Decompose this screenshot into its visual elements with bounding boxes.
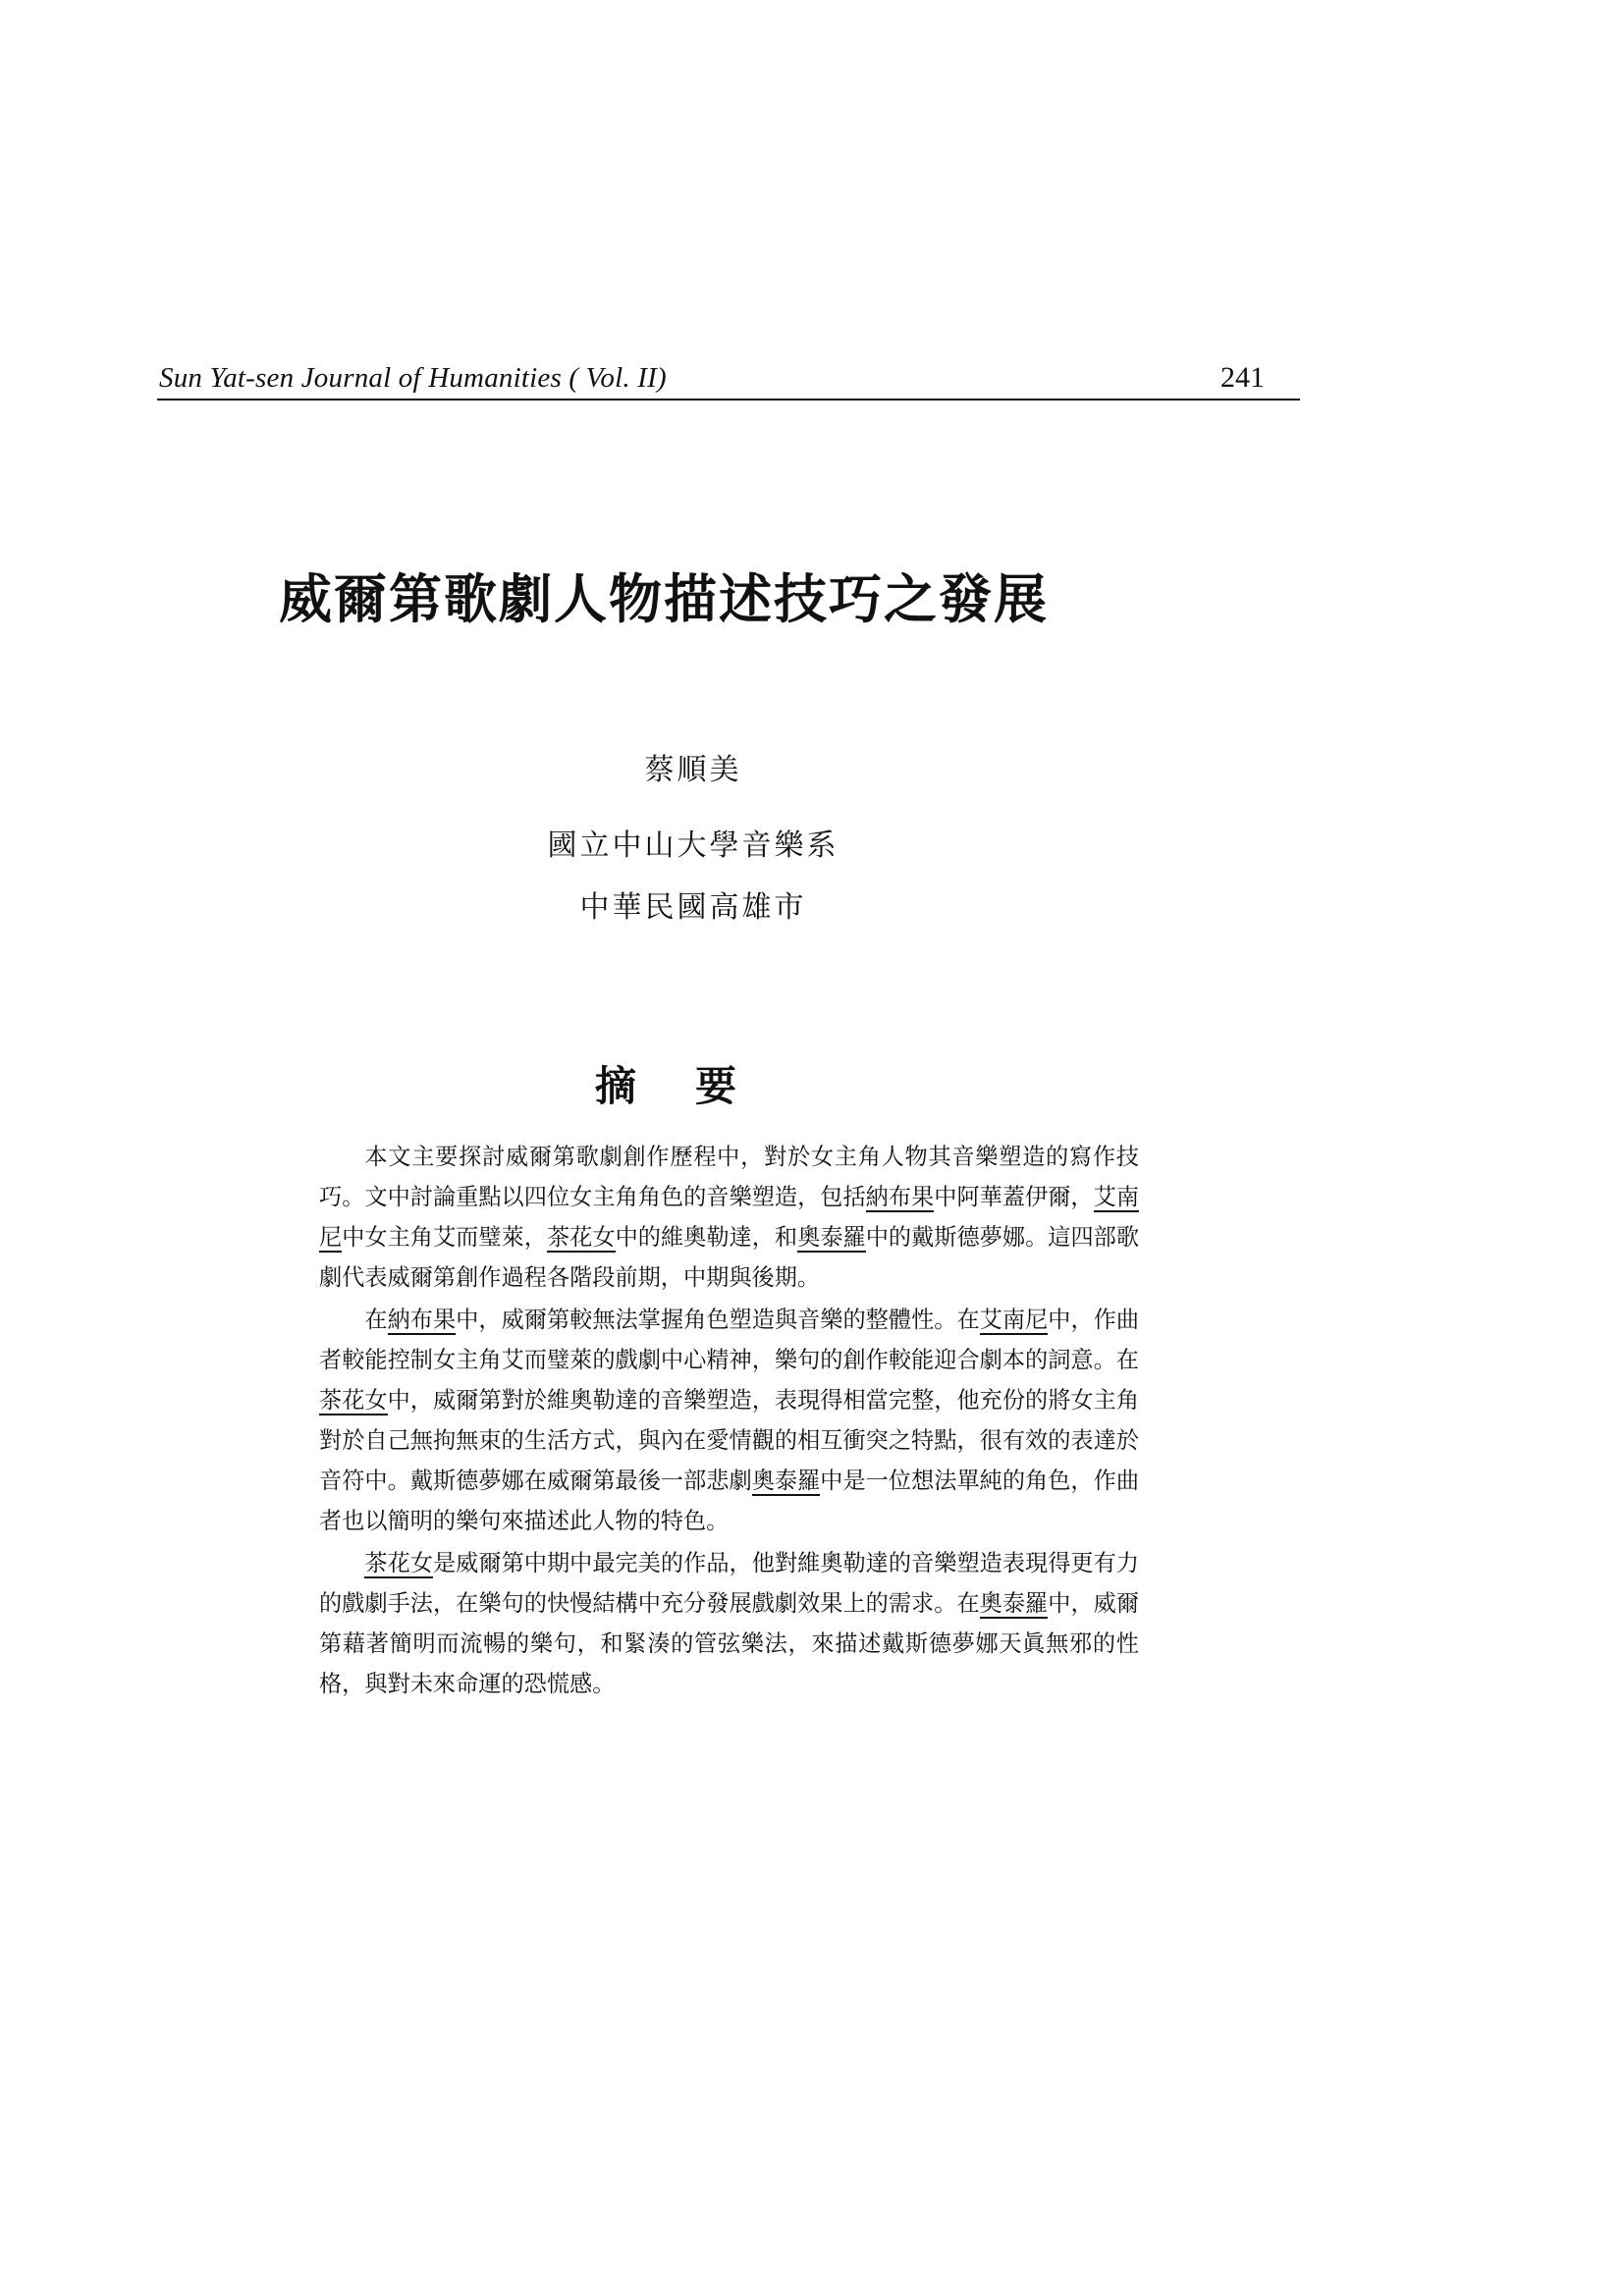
text-run: 中是一位想法單純的角色，作曲者也以簡明的樂句來描述此人物的特色。 [319, 1468, 1140, 1534]
opera-title-underlined: 納布果 [865, 1184, 935, 1210]
journal-title: Sun Yat-sen Journal of Humanities ( Vol. II) [159, 362, 667, 394]
opera-title-underlined: 奧泰羅 [797, 1224, 866, 1251]
text-run: 在 [364, 1307, 388, 1333]
author-location: 中華民國高雄市 [579, 890, 807, 925]
author-name: 蔡順美 [644, 753, 742, 787]
opera-title-underlined: 納布果 [387, 1307, 457, 1333]
opera-title-underlined: 茶花女 [319, 1387, 388, 1414]
page-number: 241 [1220, 361, 1265, 394]
opera-title-underlined: 奧泰羅 [979, 1590, 1049, 1617]
text-run: 是威爾第中期中最完美的作品，他對維奧勒達的音樂塑造表現得更有力的戲劇手法，在樂句的快慢結構中充分發展戲劇效果上的需求。在 [319, 1550, 1140, 1617]
opera-title-underlined: 茶花女 [546, 1224, 616, 1251]
text-run: 中，威爾第對於維奧勒達的音樂塑造，表現得相當完整，他充份的將女主角對於自己無拘無束的生活方式，與內在愛情觀的相互衝突之特點，很有效的表達於音符中。戴斯德夢娜在威爾第最後一部悲劇 [319, 1387, 1140, 1494]
abstract-paragraph-3 [319, 1543, 1139, 1704]
abstract-body [319, 1137, 1139, 1706]
abstract-paragraph-2 [319, 1300, 1139, 1541]
text-run: 中，威爾第較無法掌握角色塑造與音樂的整體性。在 [456, 1307, 980, 1333]
abstract-heading: 摘要 [594, 1062, 795, 1110]
text-run: 中，作曲者較能控制女主角艾而璧萊的戲劇中心精神，樂句的創作較能迎合劇本的詞意。在 [319, 1307, 1140, 1373]
text-run: 本文主要探討威爾第歌劇創作歷程中，對於女主角人物其音樂塑造的寫作技巧。文中討論重點以四位女主角角色的音樂塑造，包括 [319, 1144, 1139, 1210]
opera-title-underlined: 奧泰羅 [751, 1468, 821, 1494]
author-affiliation: 國立中山大學音樂系 [547, 828, 839, 863]
abstract-paragraph-1 [319, 1137, 1139, 1298]
opera-title-underlined: 茶花女 [364, 1550, 433, 1576]
running-header [157, 355, 1300, 400]
opera-title-underlined: 艾南尼 [319, 1184, 1140, 1251]
text-run: 中的戴斯德夢娜。這四部歌劇代表威爾第創作過程各階段前期，中期與後期。 [319, 1224, 1140, 1291]
paper-title: 威爾第歌劇人物描述技巧之發展 [279, 567, 1049, 630]
text-run: 中阿華蓋伊爾， [934, 1184, 1094, 1210]
opera-title-underlined: 艾南尼 [979, 1307, 1049, 1333]
text-run: 中，威爾第藉著簡明而流暢的樂句，和緊湊的管弦樂法，來描述戴斯德夢娜天眞無邪的性格，與對未來命運的恐慌感。 [319, 1590, 1140, 1697]
text-run: 中女主角艾而璧萊， [342, 1224, 547, 1251]
text-run: 中的維奧勒達，和 [615, 1224, 798, 1251]
